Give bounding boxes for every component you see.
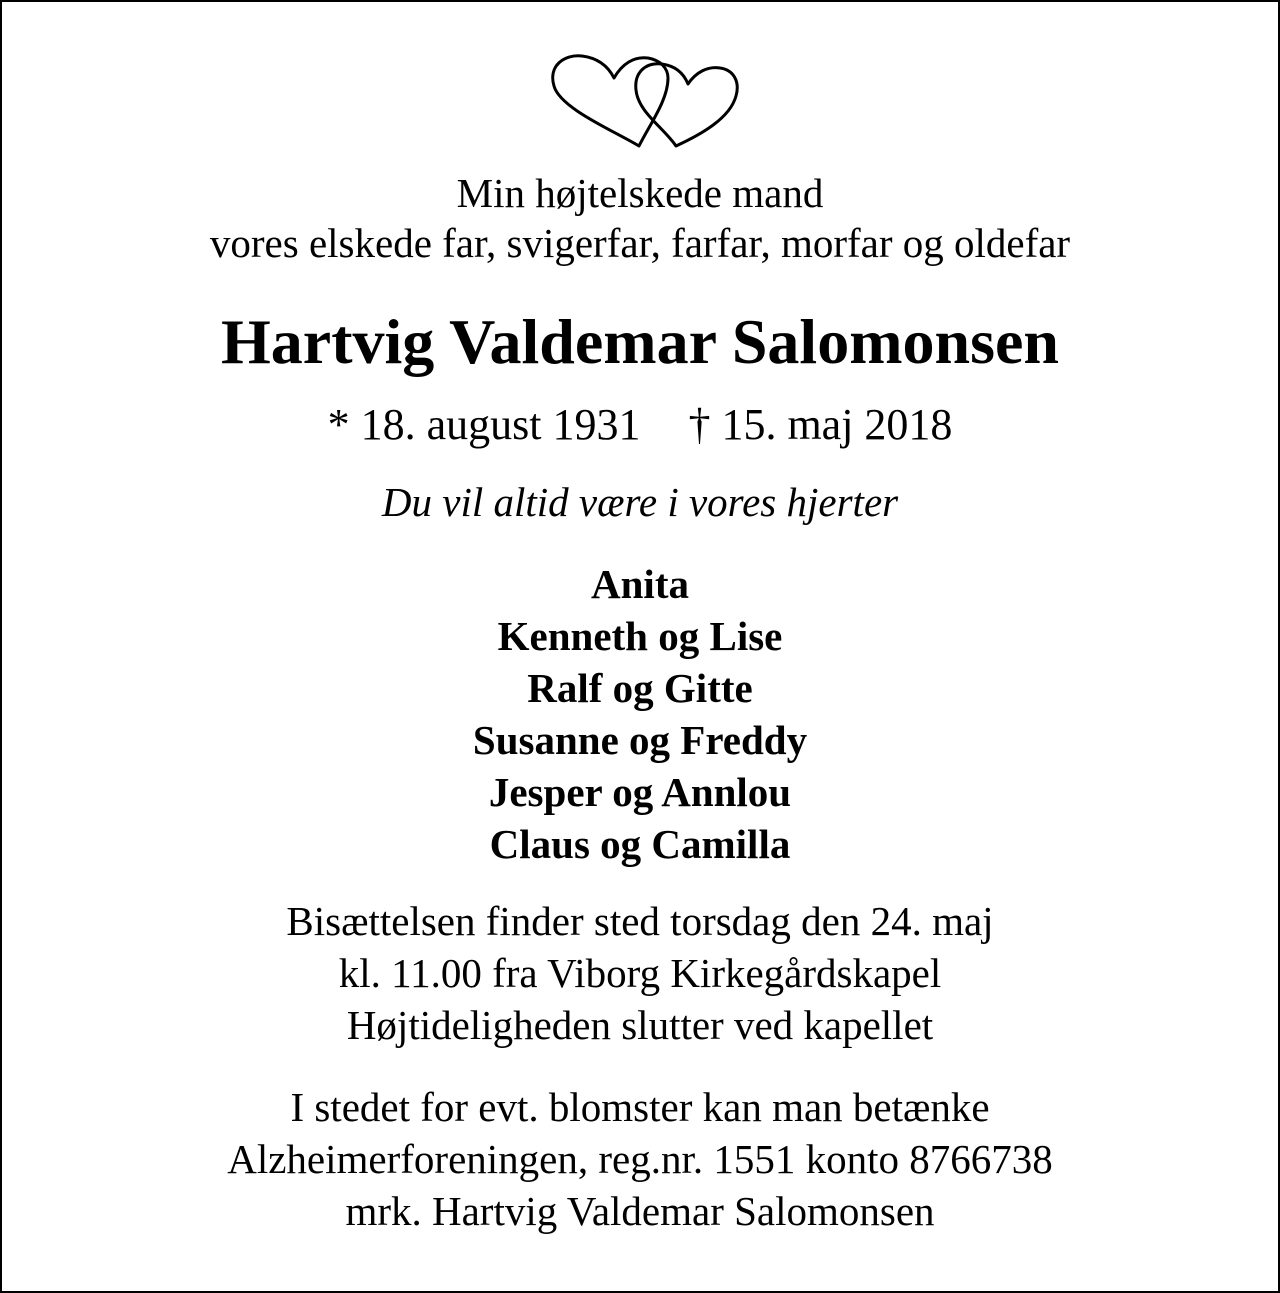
life-dates <box>2 398 1278 452</box>
intro-line-1: Min højtelskede mand <box>456 170 824 216</box>
family-list <box>2 558 1278 870</box>
birth-date: * 18. august 1931 <box>327 400 641 449</box>
funeral-line-3: Højtideligheden slutter ved kapellet <box>346 1002 934 1048</box>
funeral-line-2: kl. 11.00 fra Viborg Kirkegårdskapel <box>338 950 942 996</box>
funeral-info <box>2 895 1278 1051</box>
donation-info <box>2 1081 1278 1237</box>
family-member: Claus og Camilla <box>489 821 791 867</box>
left-heart-icon <box>553 56 668 146</box>
donation-line-1: I stedet for evt. blomster kan man betænke <box>290 1084 990 1130</box>
donation-line-2: Alzheimerforeningen, reg.nr. 1551 konto 8766738 <box>227 1136 1053 1182</box>
donation-line-3: mrk. Hartvig Valdemar Salomonsen <box>345 1188 935 1234</box>
deceased-name: Hartvig Valdemar Salomonsen <box>221 306 1059 377</box>
family-member: Anita <box>591 561 689 607</box>
funeral-line-1: Bisættelsen finder sted torsdag den 24. maj <box>286 898 994 944</box>
family-member: Susanne og Freddy <box>472 717 808 763</box>
right-heart-icon <box>636 64 737 146</box>
intro-line-2: vores elskede far, svigerfar, farfar, morfar og oldefar <box>209 220 1071 266</box>
family-member: Kenneth og Lise <box>497 613 783 659</box>
family-member: Jesper og Annlou <box>488 769 792 815</box>
intro-text <box>2 168 1278 268</box>
family-member: Ralf og Gitte <box>527 665 753 711</box>
death-date: † 15. maj 2018 <box>688 400 953 449</box>
double-heart-icon <box>542 42 742 152</box>
motto-text: Du vil altid være i vores hjerter <box>381 479 899 525</box>
